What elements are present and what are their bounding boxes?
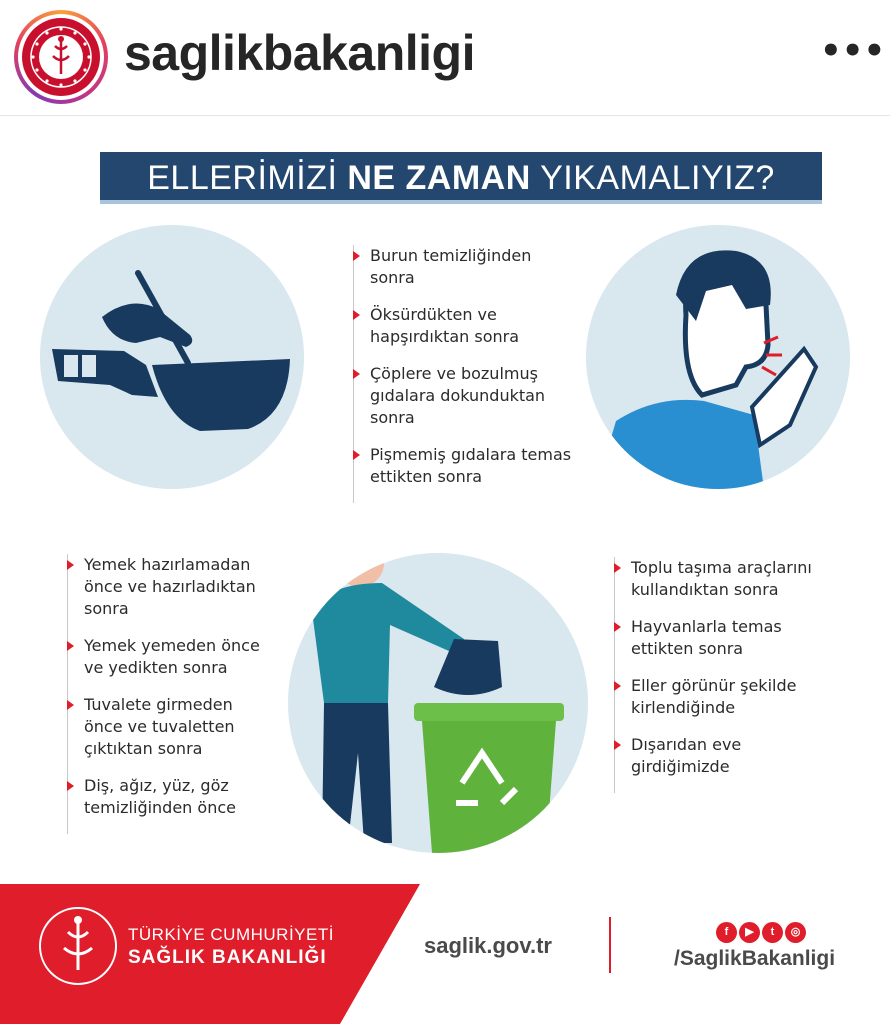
left-list [67,554,267,834]
title-part2: YIKAMALIYIZ? [530,159,775,197]
infographic-post [0,117,890,1024]
title-part1: ELLERİMİZİ [147,159,348,197]
list-item: Eller görünür şekilde kirlendiğinde [615,675,824,719]
list-item: Tuvalete girmeden önce ve tuvaletten çıktıktan sonra [68,694,267,760]
ministry-line2: SAĞLIK BAKANLIĞI [128,947,327,968]
instagram-icon[interactable]: ◎ [785,922,806,943]
center-list [353,245,573,503]
social-handle[interactable]: /SaglikBakanligi [674,947,836,970]
trash-illustration [288,553,588,853]
twitter-icon[interactable]: t [762,922,783,943]
footer-divider [609,917,611,973]
list-item: Öksürdükten ve hapşırdıktan sonra [354,304,573,348]
sneezing-illustration [586,225,850,489]
ministry-name [128,925,334,969]
profile-avatar[interactable] [14,10,108,104]
list-item: Çöplere ve bozulmuş gıdalara dokunduktan sonra [354,363,573,429]
right-list [614,557,824,793]
cooking-icon [40,225,304,489]
facebook-icon[interactable]: f [716,922,737,943]
list-item: Dışarıdan eve girdiğimizde [615,734,824,778]
ministry-logo-icon [22,18,100,96]
ministry-line1: TÜRKİYE CUMHURİYETİ [128,925,334,944]
title-bold: NE ZAMAN [347,159,531,197]
list-item: Hayvanlarla temas ettikten sonra [615,616,824,660]
social-icons [716,920,808,942]
list-item: Pişmemiş gıdalara temas ettikten sonra [354,444,573,488]
more-options-icon[interactable]: ••• [820,31,886,71]
poster-title [100,152,822,204]
list-item: Burun temizliğinden sonra [354,245,573,289]
list-item: Yemek yemeden önce ve yedikten sonra [68,635,267,679]
list-item: Yemek hazırlamadan önce ve hazırladıktan sonra [68,554,267,620]
list-item: Toplu taşıma araçlarını kullandıktan sonra [615,557,824,601]
youtube-icon[interactable]: ▶ [739,922,760,943]
trash-icon [288,553,588,853]
sneeze-icon [586,225,850,489]
list-item: Diş, ağız, yüz, göz temizliğinden önce [68,775,267,819]
post-header [0,0,890,116]
cooking-illustration [40,225,304,489]
username[interactable]: saglikbakanligi [124,25,475,81]
website-link[interactable]: saglik.gov.tr [424,933,552,958]
